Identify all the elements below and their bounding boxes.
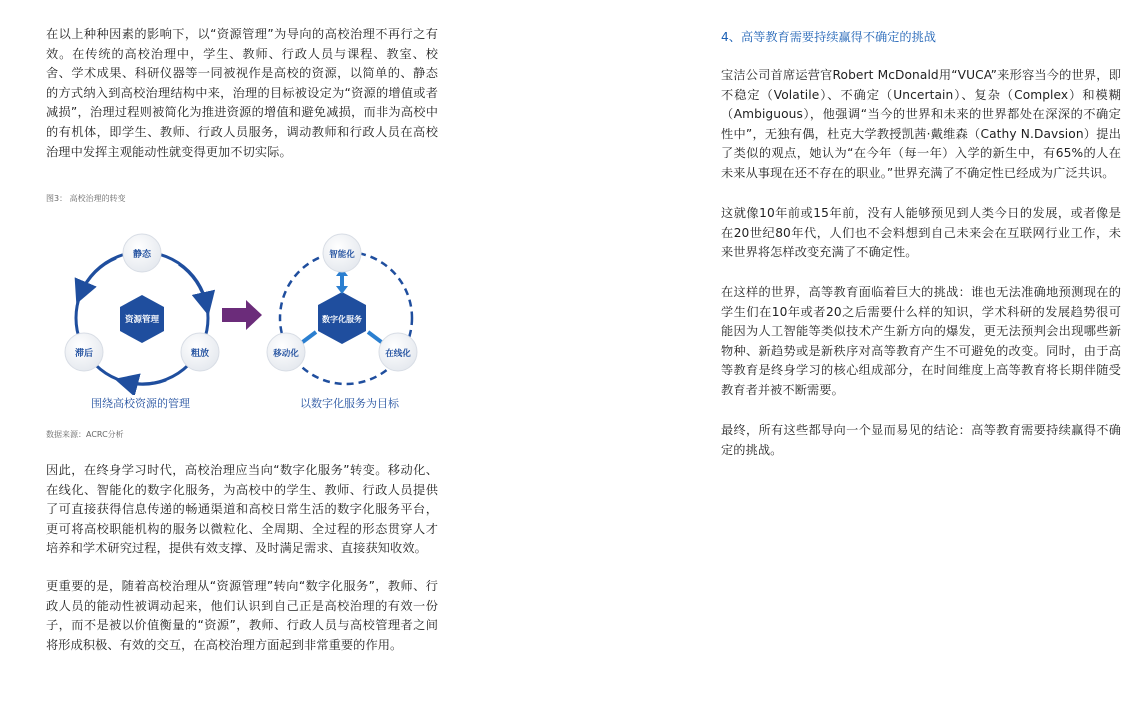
node-online-label: 在线化	[385, 349, 411, 359]
node-lagging-label: 滞后	[74, 349, 94, 359]
transition-arrow	[222, 300, 262, 330]
paragraph-unpredictable: 这就像10年前或15年前，没有人能够预见到人类今日的发展，或者像是在20世纪80年代，人们也不会料想到自己未来会在互联网行业工作，未来世界将怎样改变充满了不确定性。	[721, 206, 1121, 260]
governance-shift-figure	[46, 230, 438, 410]
paragraph-initiative: 更重要的是，随着高校治理从“资源管理”转向“数字化服务”，教师、行政人员的能动性被调动起来，他们认识到自己正是高校治理的有效一份子，而不是被以价值衡量的“资源”，教师、行政人员与高校管理者之间将形成积极、有效的交互，在高校治理方面起到非常重要的作用。	[46, 579, 438, 652]
figure-caption: 图3： 高校治理的转变	[46, 194, 126, 203]
governance-diagram	[46, 230, 438, 395]
right-figure-label: 以数字化服务为目标	[300, 397, 399, 410]
node-extensive-label: 粗放	[190, 349, 210, 359]
node-mobile-label: 移动化	[273, 349, 299, 359]
paragraph-vuca: 宝洁公司首席运营官Robert McDonald用“VUCA”来形容当今的世界，即不稳定（Volatile）、不确定（Uncertain）、复杂（Complex）和模糊（Ambiguous），他强调“当今的世界和未来的世界都处在深深的不确定性中”，无独有偶，杜克大学教授凯茜·戴维森（Cathy N.Davsion）提出了类似的观点，她认为“在今年（每一年）入学的新生中，有65%的人在未来从事现在还不存在的职业。”世界充满了不确定性已经成为广泛共识。	[721, 68, 1121, 180]
node-intelligent-label: 智能化	[329, 250, 355, 260]
paragraph-challenges: 在这样的世界，高等教育面临着巨大的挑战：谁也无法准确地预测现在的学生们在10年或者20之后需要什么样的知识，学术科研的发展趋势很可能因为人工智能等类似技术产生新方向的爆发，更无法预判会出现哪些新物种、新趋势或是新秩序对高等教育产生不可避免的改变。同时，由于高等教育是终身学习的核心组成部分，在时间维度上高等教育将长期伴随受教育者并被不断需要。	[721, 285, 1121, 397]
paragraph-resource-management: 在以上种种因素的影响下，以“资源管理”为导向的高校治理不再行之有效。在传统的高校治理中，学生、教师、行政人员与课程、教室、校舍、学术成果、科研仪器等一同被视作是高校的资源，以简单的、静态的方式纳入到高校治理结构中来，治理的目标被设定为“资源的增值或者减损”，治理过程则被简化为推进资源的增值和避免减损，而非为高校中的有机体，即学生、教师、行政人员服务，调动教师和行政人员在高校治理中发挥主观能动性就变得更加不切实际。	[46, 27, 438, 159]
paragraph-digital-service: 因此，在终身学习时代，高校治理应当向“数字化服务”转变。移动化、在线化、智能化的数字化服务，为高校中的学生、教师、行政人员提供了可直接获得信息传递的畅通渠道和高校日常生活的数字化服务平台，更可将高校职能机构的服务以微粒化、全周期、全过程的形态贯穿人才培养和学术研究过程，提供有效支撑、及时满足需求、直接获知收效。	[46, 463, 438, 556]
paragraph-conclusion: 最终，所有这些都导向一个显而易见的结论：高等教育需要持续赢得不确定的挑战。	[721, 423, 1121, 457]
left-center-label: 资源管理	[124, 315, 160, 325]
section-title: 4、高等教育需要持续赢得不确定的挑战	[721, 30, 936, 44]
node-static-label: 静态	[132, 250, 152, 260]
left-figure-label: 围绕高校资源的管理	[91, 397, 190, 410]
data-source: 数据来源：ACRC分析	[46, 430, 124, 439]
right-center-label: 数字化服务	[322, 315, 362, 324]
